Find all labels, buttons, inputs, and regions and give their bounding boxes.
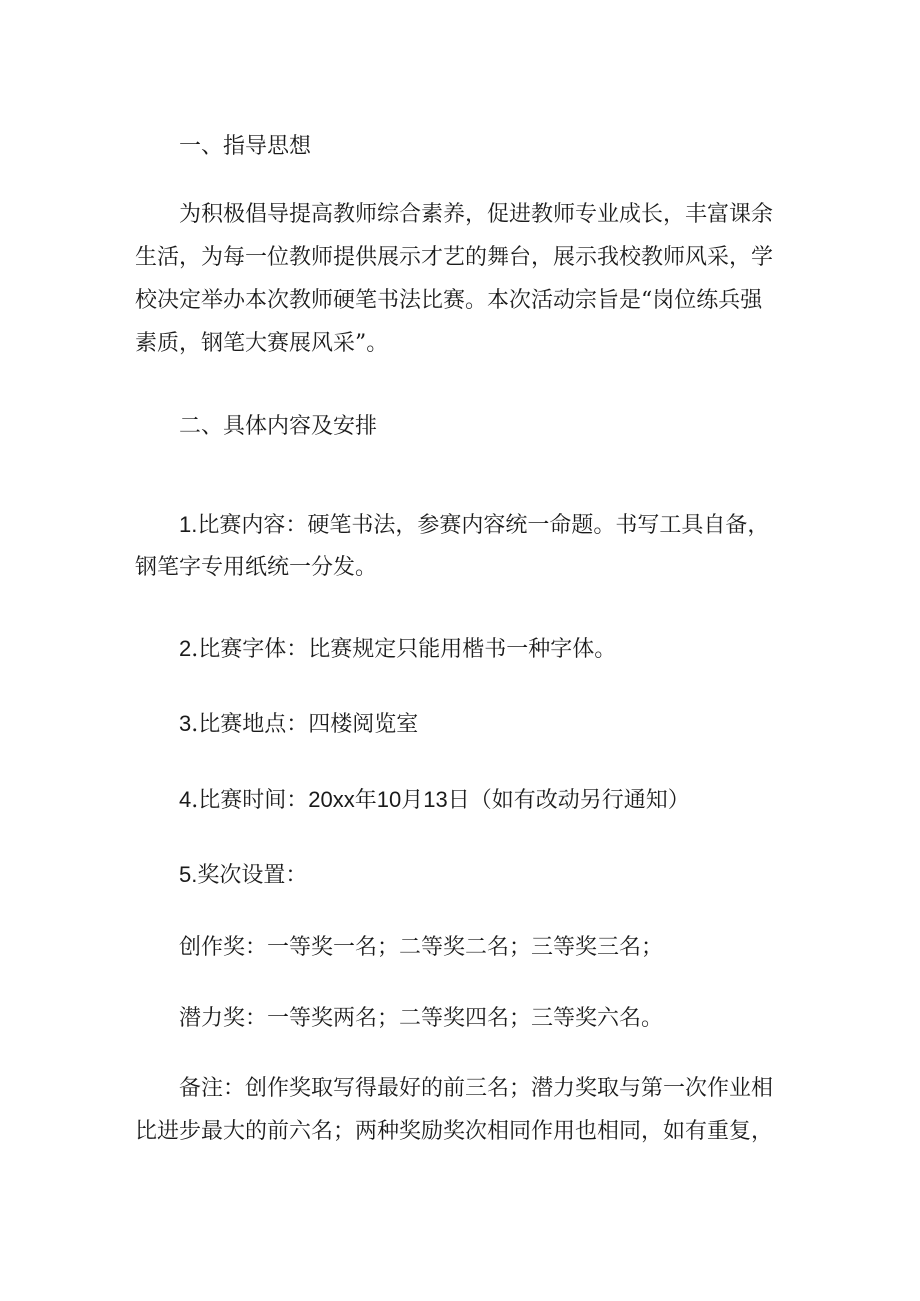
item-text: 奖次设置： bbox=[197, 863, 308, 888]
item-text: 比赛内容：硬笔书法，参赛内容统一命题。书写工具自备， bbox=[197, 513, 770, 538]
section-heading-content-arrangement bbox=[135, 405, 819, 448]
heading-text: 一、指导思想 bbox=[179, 134, 312, 159]
award-potential bbox=[135, 997, 819, 1040]
year-char: 年 bbox=[354, 788, 377, 813]
item-text: .比赛字体：比赛规定只能用楷书一种字体。 bbox=[191, 637, 617, 662]
item-5-award-setup bbox=[135, 853, 819, 897]
intro-paragraph bbox=[135, 193, 775, 365]
item-number: 2 bbox=[179, 636, 192, 661]
date-year: 20xx bbox=[308, 787, 355, 812]
item-text: .比赛地点：四楼阅览室 bbox=[191, 712, 419, 737]
note-line-1: 备注：创作奖取写得最好的前三名；潜力奖取与第一次作业相 bbox=[179, 1076, 774, 1101]
date-month: 10 bbox=[376, 787, 402, 812]
intro-line-2: 生活，为每一位教师提供展示才艺的舞台，展示我校教师风采，学 bbox=[135, 245, 774, 270]
heading-text: 二、具体内容及安排 bbox=[179, 414, 378, 439]
item-1-line-1 bbox=[135, 503, 775, 546]
item-2-font-style bbox=[135, 627, 819, 671]
item-1-line-2: 钢笔字专用纸统一分发。 bbox=[135, 555, 378, 580]
item-number: 1. bbox=[179, 512, 198, 537]
item-text: .比赛时间： bbox=[191, 788, 309, 813]
section-heading-guiding-thought bbox=[135, 125, 819, 168]
item-number: 5. bbox=[179, 862, 198, 887]
award-creative-text: 创作奖：一等奖一名；二等奖二名；三等奖三名； bbox=[179, 935, 664, 960]
note-line-2: 比进步最大的前六名；两种奖励奖次相同作用也相同，如有重复， bbox=[135, 1119, 774, 1144]
note-paragraph bbox=[135, 1067, 775, 1153]
item-4-time bbox=[135, 778, 819, 822]
intro-line-4: 素质，钢笔大赛展风采”。 bbox=[135, 331, 389, 356]
item-1-competition-content bbox=[135, 503, 775, 589]
date-day: 13 bbox=[423, 787, 448, 812]
item-number: 3 bbox=[179, 711, 192, 736]
date-rest: 日（如有改动另行通知） bbox=[447, 788, 690, 813]
month-char: 月 bbox=[401, 788, 424, 813]
intro-line-3: 校决定举办本次教师硬笔书法比赛。本次活动宗旨是“岗位练兵强 bbox=[135, 288, 763, 313]
intro-line-1: 为积极倡导提高教师综合素养，促进教师专业成长，丰富课余 bbox=[179, 202, 774, 227]
award-potential-text: 潜力奖：一等奖两名；二等奖四名；三等奖六名。 bbox=[179, 1006, 664, 1031]
award-creative bbox=[135, 926, 819, 969]
item-3-location bbox=[135, 702, 819, 746]
item-number: 4 bbox=[179, 787, 192, 812]
